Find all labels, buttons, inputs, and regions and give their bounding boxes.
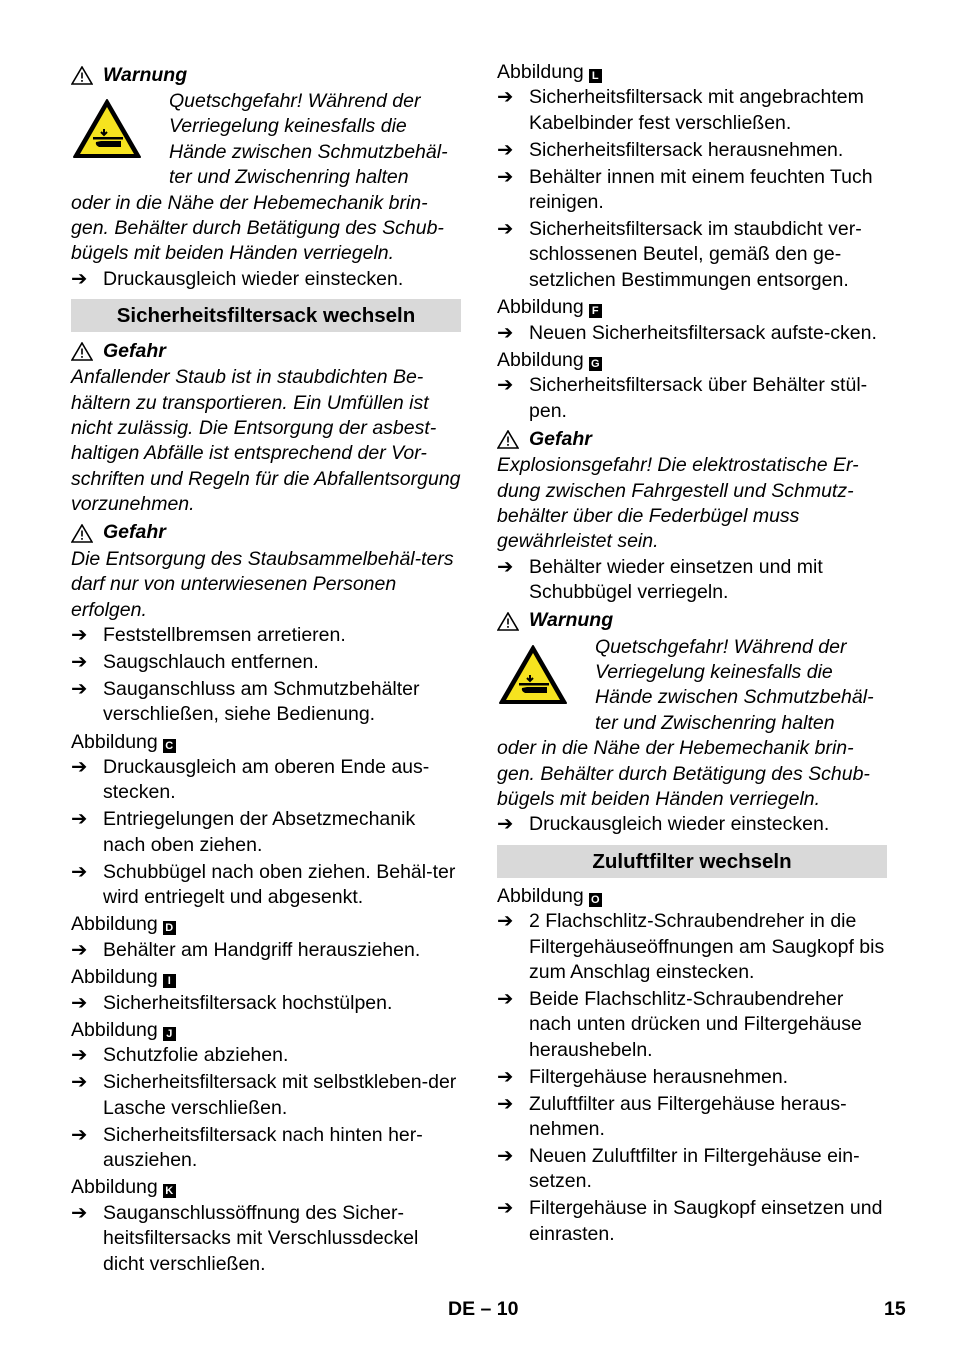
- warning-box-text: Quetschgefahr! Während der Verriegelung keinesfalls die Hände zwischen Schmutzbehäl-ter und Zwischenring halten: [169, 90, 448, 189]
- arrow-right-icon: ➔: [71, 991, 88, 1014]
- arrow-right-icon: ➔: [497, 138, 514, 161]
- step-list: [497, 321, 887, 346]
- warning-triangle-icon: [71, 66, 93, 85]
- step-item: [497, 165, 887, 216]
- arrow-right-icon: ➔: [497, 1065, 514, 1088]
- step-item: [497, 373, 887, 424]
- step-text: Saugschlauch entfernen.: [103, 650, 319, 673]
- step-item: [497, 138, 887, 163]
- warning-triangle-icon: [71, 524, 93, 543]
- arrow-right-icon: ➔: [497, 165, 514, 188]
- arrow-right-icon: ➔: [497, 374, 514, 397]
- warning-text: oder in die Nähe der Hebemechanik brin-gen. Behälter durch Betätigung des Schub-bügels mit beiden Händen verriegeln.: [71, 191, 444, 265]
- step-list: [497, 373, 887, 424]
- step-text: Sicherheitsfiltersack im staubdicht ver-schlossenen Beutel, gemäß den ge-setzlichen Bestimmungen entsorgen.: [529, 217, 862, 291]
- step-text: Sauganschlussöffnung des Sicher-heitsfiltersacks mit Verschlussdeckel dicht verschließen.: [103, 1201, 419, 1275]
- step-text: Entriegelungen der Absetzmechanik nach oben ziehen.: [103, 808, 416, 856]
- step-item: [71, 623, 461, 648]
- arrow-right-icon: ➔: [497, 321, 514, 344]
- step-list: [71, 1043, 461, 1173]
- step-text: Behälter am Handgriff herausziehen.: [103, 938, 421, 961]
- page-number: 15: [884, 1298, 906, 1320]
- warning-heading: [71, 62, 461, 89]
- step-list: [71, 755, 461, 910]
- step-item: [497, 1144, 887, 1195]
- arrow-right-icon: ➔: [497, 910, 514, 933]
- danger-text: Explosionsgefahr! Die elektrostatische Er-dung zwischen Fahrgestell und Schmutz-behälter über die Federbügel muss gewährleistet sein.: [497, 454, 859, 553]
- step-item: [71, 938, 461, 963]
- figure-letter: D: [163, 921, 176, 935]
- step-text: Sicherheitsfiltersack mit angebrachtem Kabelbinder fest verschließen.: [529, 86, 864, 134]
- step-list: [71, 938, 461, 963]
- figure-letter: I: [163, 974, 176, 988]
- arrow-right-icon: ➔: [71, 267, 88, 290]
- arrow-right-icon: ➔: [71, 1123, 88, 1146]
- step-list: [497, 85, 887, 293]
- figure-letter: K: [163, 1184, 176, 1198]
- step-item: [497, 555, 887, 606]
- figure-letter: J: [163, 1027, 176, 1041]
- arrow-right-icon: ➔: [71, 650, 88, 673]
- section-heading-filter-bag: Sicherheitsfiltersack wechseln: [71, 299, 461, 332]
- step-text: Zuluftfilter aus Filtergehäuse heraus-nehmen.: [529, 1092, 847, 1141]
- figure-letter: L: [589, 69, 602, 83]
- crush-hazard-icon: [71, 89, 169, 191]
- figure-ref: Abbildung L: [497, 60, 887, 85]
- step-item: [497, 321, 887, 346]
- step-text: Sicherheitsfiltersack über Behälter stül-pen.: [529, 374, 868, 422]
- step-text: Behälter wieder einsetzen und mit Schubbügel verriegeln.: [529, 555, 823, 604]
- danger-text: Die Entsorgung des Staubsammelbehäl-ters darf nur von unterwiesenen Personen erfolgen.: [71, 547, 454, 621]
- step-item: [497, 85, 887, 136]
- step-item: [497, 1196, 887, 1247]
- step-item: [497, 987, 887, 1063]
- step-item: [71, 1123, 461, 1174]
- arrow-right-icon: ➔: [497, 217, 514, 240]
- step-item: [497, 1092, 887, 1143]
- step-item: [71, 677, 461, 728]
- step-item: [71, 807, 461, 858]
- figure-letter: G: [589, 357, 602, 371]
- warning-title: Warnung: [103, 63, 188, 86]
- arrow-right-icon: ➔: [71, 677, 88, 700]
- warning-box-text: Quetschgefahr! Während der Verriegelung keinesfalls die Hände zwischen Schmutzbehäl-ter und Zwischenring halten: [595, 635, 874, 734]
- step-list: [71, 623, 461, 728]
- step-text: Neuen Zuluftfilter in Filtergehäuse ein-setzen.: [529, 1144, 860, 1193]
- step-item: [71, 1070, 461, 1121]
- page-footer-section: DE – 10: [448, 1298, 519, 1320]
- step-text: Sicherheitsfiltersack hochstülpen.: [103, 991, 393, 1014]
- arrow-right-icon: ➔: [497, 988, 514, 1010]
- step-item: [71, 755, 461, 806]
- arrow-right-icon: ➔: [497, 1144, 514, 1167]
- step-text: Sauganschluss am Schmutzbehälter verschließen, siehe Bedienung.: [103, 677, 420, 726]
- step-item: [71, 860, 461, 911]
- figure-ref: Abbildung G: [497, 348, 887, 373]
- step-text: 2 Flachschlitz-Schraubendreher in die Filtergehäuseöffnungen am Saugkopf bis zum Anschlag einstecken.: [529, 910, 885, 984]
- arrow-right-icon: ➔: [71, 623, 88, 646]
- figure-ref: Abbildung F: [497, 295, 887, 320]
- arrow-right-icon: ➔: [497, 813, 514, 836]
- step-text: Feststellbremsen arretieren.: [103, 623, 346, 646]
- figure-letter: F: [589, 304, 602, 318]
- step-item: [71, 991, 461, 1016]
- arrow-right-icon: ➔: [71, 755, 88, 778]
- figure-letter: O: [589, 893, 602, 907]
- step-item: [71, 1201, 461, 1277]
- step-text: Neuen Sicherheitsfiltersack aufste-cken.: [529, 321, 877, 344]
- section-heading-air-filter: Zuluftfilter wechseln: [497, 845, 887, 878]
- warning-triangle-icon: [497, 612, 519, 631]
- step-list: [71, 1201, 461, 1277]
- danger-text: Anfallender Staub ist in staubdichten Be-hältern zu transportieren. Ein Umfüllen ist nicht zulässig. Die Entsorgung der asbest-haltigen Abfälle ist entsprechend der Vor-schriften und Regeln für die Abfallentsorgung vorzunehmen.: [71, 366, 461, 516]
- arrow-right-icon: ➔: [71, 1201, 88, 1224]
- step-list: [497, 555, 887, 606]
- arrow-right-icon: ➔: [71, 808, 88, 831]
- warning-box: [71, 89, 461, 191]
- right-column: [497, 60, 887, 1247]
- figure-ref: Abbildung D: [71, 912, 461, 937]
- arrow-right-icon: ➔: [71, 1044, 88, 1067]
- step-text: Sicherheitsfiltersack herausnehmen.: [529, 138, 844, 161]
- step-text: Schubbügel nach oben ziehen. Behäl-ter wird entriegelt und abgesenkt.: [103, 860, 456, 908]
- step-text: Sicherheitsfiltersack nach hinten her-ausziehen.: [103, 1123, 423, 1172]
- step-text: Schutzfolie abziehen.: [103, 1044, 289, 1067]
- arrow-right-icon: ➔: [71, 938, 88, 961]
- danger-heading: Gefahr: [71, 338, 461, 365]
- warning-text: oder in die Nähe der Hebemechanik brin-gen. Behälter durch Betätigung des Schub-bügels mit beiden Händen verriegeln.: [497, 737, 870, 811]
- step-text: Filtergehäuse herausnehmen.: [529, 1065, 789, 1088]
- warning-triangle-icon: [497, 430, 519, 449]
- figure-ref: Abbildung K: [71, 1175, 461, 1200]
- warning-box: [497, 635, 887, 737]
- step-item: [497, 217, 887, 293]
- danger-heading: Gefahr: [71, 520, 461, 547]
- step-item: ➔ Druckausgleich wieder einstecken.: [497, 812, 887, 837]
- step-item: [71, 1043, 461, 1068]
- figure-letter: C: [163, 739, 176, 753]
- figure-ref: Abbildung O: [497, 884, 887, 909]
- danger-heading: Gefahr: [497, 426, 887, 453]
- step-text: Druckausgleich am oberen Ende aus-stecken.: [103, 755, 430, 804]
- crush-hazard-icon: [497, 635, 595, 737]
- arrow-right-icon: ➔: [497, 555, 514, 578]
- warning-triangle-icon: [71, 342, 93, 361]
- arrow-right-icon: ➔: [71, 860, 88, 883]
- step-list: [71, 991, 461, 1016]
- step-text: Beide Flachschlitz-Schraubendreher nach unten drücken und Filtergehäuse heraushebeln.: [529, 988, 862, 1061]
- arrow-right-icon: ➔: [497, 1197, 514, 1220]
- arrow-right-icon: ➔: [497, 86, 514, 109]
- figure-ref: Abbildung I: [71, 965, 461, 990]
- arrow-right-icon: ➔: [497, 1092, 514, 1115]
- step-item: [497, 1065, 887, 1090]
- arrow-right-icon: ➔: [71, 1071, 88, 1094]
- step-list: [497, 909, 887, 1247]
- step-item: [497, 909, 887, 985]
- step-text: Sicherheitsfiltersack mit selbstkleben-der Lasche verschließen.: [103, 1071, 457, 1119]
- figure-ref: Abbildung C: [71, 730, 461, 755]
- step-item: [71, 650, 461, 675]
- figure-ref: Abbildung J: [71, 1018, 461, 1043]
- step-item: ➔ Druckausgleich wieder einstecken.: [71, 267, 461, 292]
- left-column: [71, 60, 461, 1277]
- step-text: Behälter innen mit einem feuchten Tuch reinigen.: [529, 165, 873, 214]
- step-text: Filtergehäuse in Saugkopf einsetzen und einrasten.: [529, 1197, 883, 1245]
- warning-heading: Warnung: [497, 608, 887, 635]
